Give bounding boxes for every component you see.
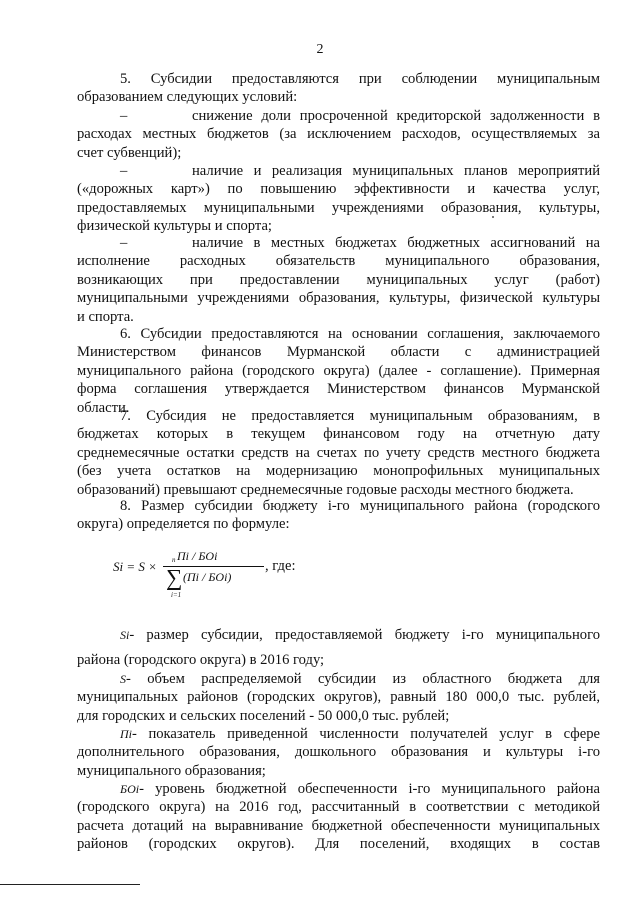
condition-3 <box>77 234 600 326</box>
sum-upper-limit: n <box>172 556 176 564</box>
text-line: округа) определяется по формуле: <box>77 516 290 533</box>
text-line: Пi- показатель приведенной численности получателей услуг в сфере <box>120 726 600 742</box>
definition-pi <box>77 725 600 780</box>
text-line: Министерством финансов Мурманской области с администрацией <box>77 344 600 361</box>
definition-si <box>77 626 600 644</box>
text-line: образований) превышают среднемесячные годовые расходы местного бюджета. <box>77 481 574 498</box>
text-line: («дорожных карт») по повышению эффективности и качества услуг, <box>77 181 600 198</box>
symbol-si: Si <box>120 628 130 642</box>
dash-bullet: – <box>120 235 128 251</box>
text-line: физической культуры и спорта; <box>77 218 272 235</box>
paragraph-7 <box>77 407 600 499</box>
text-line: среднемесячные остатки средств на счетах по учету средств местного бюджета <box>77 444 600 461</box>
text-line: форма соглашения утверждается Министерством финансов Мурманской <box>77 381 600 398</box>
page-number: 2 <box>316 42 324 57</box>
footnote-separator <box>0 884 140 885</box>
dash-bullet: – <box>120 108 128 124</box>
text-line: 7. Субсидия не предоставляется муниципальным образованиям, в <box>120 408 600 424</box>
definition-boi <box>77 780 600 854</box>
text-line: – наличие и реализация муниципальных планов мероприятий <box>120 163 600 179</box>
symbol-s: S <box>120 672 126 686</box>
sum-symbol: ∑ <box>166 565 183 590</box>
text-line: расходах местных бюджетов (за исключением расходов, осуществляемых за <box>77 126 600 143</box>
text-line: (городского округа) на 2016 год, рассчитанный в соответствии с методикой <box>77 799 600 816</box>
symbol-pi: Пi <box>120 727 132 741</box>
text-line: S- объем распределяемой субсидии из областного бюджета для <box>120 671 600 687</box>
text-line: муниципальными учреждениями образования, культуры, физической культуры <box>77 290 600 307</box>
definition-si-cont <box>77 651 600 669</box>
text-line: исполнение расходных обязательств муниципального образования, <box>77 253 600 270</box>
text-line: расчета дотаций на выравнивание бюджетной обеспеченности муниципальных <box>77 817 600 834</box>
text-line: Si- размер субсидии, предоставляемой бюджету i-го муниципального <box>120 627 600 643</box>
text-line: муниципального района (городского округа) (далее - соглашение). Примерная <box>77 362 600 379</box>
formula-tail: , где: <box>265 558 296 574</box>
condition-1 <box>77 107 600 162</box>
condition-2 <box>77 162 600 236</box>
text-line: района (городского округа) в 2016 году; <box>77 652 325 668</box>
text-line: – наличие в местных бюджетах бюджетных ассигнований на <box>120 235 600 251</box>
paragraph-5 <box>77 70 600 107</box>
text-line: районов (городских округов). Для поселений, входящих в состав <box>77 836 600 853</box>
text-line: 8. Размер субсидии бюджету i-го муниципального района (городского <box>120 498 600 514</box>
text-line: бюджетах которых в текущем финансовом году на отчетную дату <box>77 426 600 443</box>
text-line: – снижение доли просроченной кредиторской задолженности в <box>120 108 600 124</box>
text-line: (без учета остатков на модернизацию монопрофильных муниципальных <box>77 463 600 480</box>
text-line: БОi- уровень бюджетной обеспеченности i-го муниципального района <box>120 781 600 797</box>
formula-lhs: Si = S × <box>113 559 157 574</box>
paragraph-8 <box>77 497 600 534</box>
paragraph-6 <box>77 325 600 417</box>
text-line: образованием следующих условий: <box>77 89 298 106</box>
symbol-boi: БОi <box>120 782 140 796</box>
text-line: для городских и сельских поселений - 50 000,0 тыс. рублей; <box>77 707 450 724</box>
text-line: области. <box>77 399 130 416</box>
text-line: муниципальных районов (городских округов), равный 180 000,0 тыс. рублей, <box>77 689 600 706</box>
text-line: 5. Субсидии предоставляются при соблюдении муниципальным <box>120 71 600 87</box>
sum-lower-limit: i=1 <box>171 591 182 599</box>
text-line: муниципального образования; <box>77 762 266 779</box>
text-line: счет субвенций); <box>77 144 182 161</box>
text-line: и спорта. <box>77 308 134 325</box>
formula-denominator: (Пi / БОi) <box>183 570 232 584</box>
text-line: дополнительного образования, дошкольного образования и культуры i-го <box>77 744 600 761</box>
definition-s <box>77 670 600 725</box>
formula-numerator: Пi / БОi <box>177 549 218 563</box>
text-line: возникающих при предоставлении муниципальных услуг (работ) <box>77 271 600 288</box>
scan-speck <box>492 216 494 218</box>
dash-bullet: – <box>120 163 128 179</box>
text-line: 6. Субсидии предоставляются на основании соглашения, заключаемого <box>120 326 600 342</box>
text-line: предоставляемых муниципальными учреждениями образования, культуры, <box>77 199 600 216</box>
